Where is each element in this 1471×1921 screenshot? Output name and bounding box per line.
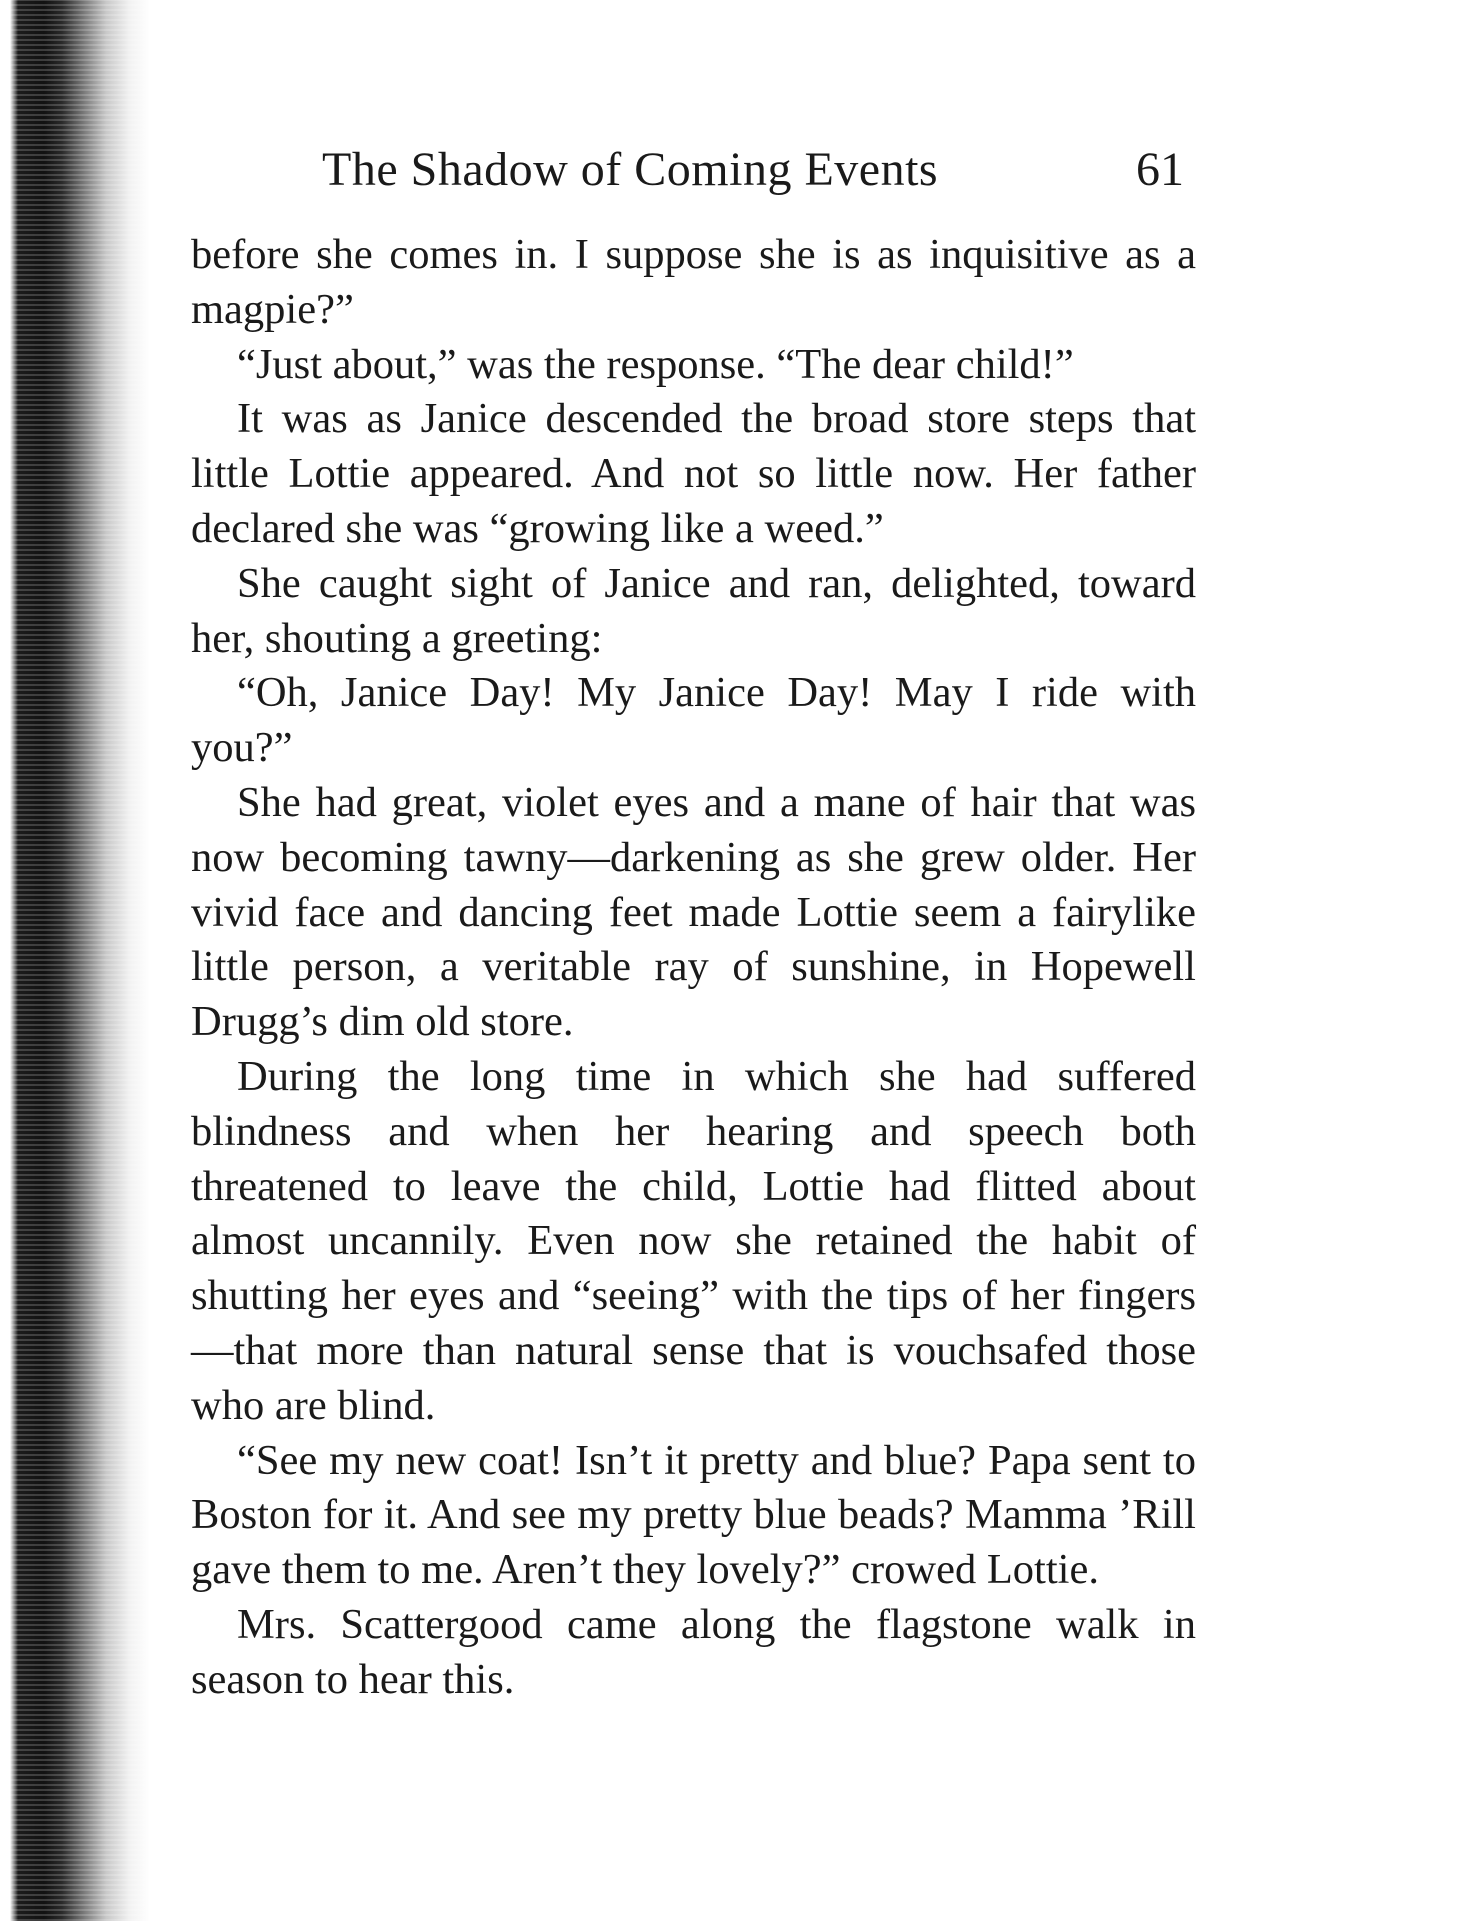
paragraph-continued: before she comes in. I suppose she is as inquisitive as a magpie?” <box>191 231 1196 333</box>
paragraph: She had great, violet eyes and a mane of hair that was now becoming tawny—darkening as she grew older. Her vivid face and dancing feet made Lottie seem a fairylike little person, a veritable ray of sunshine, in Hopewell Drugg’s dim old store. <box>191 778 1196 1046</box>
running-title: The Shadow of Coming Events <box>322 143 939 196</box>
paragraph: She caught sight of Janice and ran, delighted, toward her, shouting a greeting: <box>191 559 1196 662</box>
page-gutter-shadow <box>0 0 150 1921</box>
paragraph: “See my new coat! Isn’t it pretty and blue? Papa sent to Boston for it. And see my pretty blue beads? Mamma ’Rill gave them to me. Aren’t they lovely?” crowed Lottie. <box>191 1436 1196 1594</box>
book-page <box>191 120 1196 1703</box>
paragraph: “Just about,” was the response. “The dear child!” <box>237 340 1074 388</box>
page-number: 61 <box>1136 143 1184 196</box>
paragraph: During the long time in which she had suffered blindness and when her hearing and speech both threatened to leave the child, Lottie had flitted about almost uncannily. Even now she retained the habit of shutting her eyes and “seeing” with the tips of her fingers—that more than natural sense that is vouchsafed those who are blind. <box>191 1052 1196 1429</box>
text-body <box>191 228 1196 1708</box>
paragraph: “Oh, Janice Day! My Janice Day! May I ride with you?” <box>191 669 1196 772</box>
paragraph: Mrs. Scattergood came along the flagstone walk in season to hear this. <box>191 1600 1196 1703</box>
paragraph: It was as Janice descended the broad store steps that little Lottie appeared. And not so little now. Her father declared she was “growing like a weed.” <box>191 395 1196 552</box>
running-head <box>191 120 1196 220</box>
